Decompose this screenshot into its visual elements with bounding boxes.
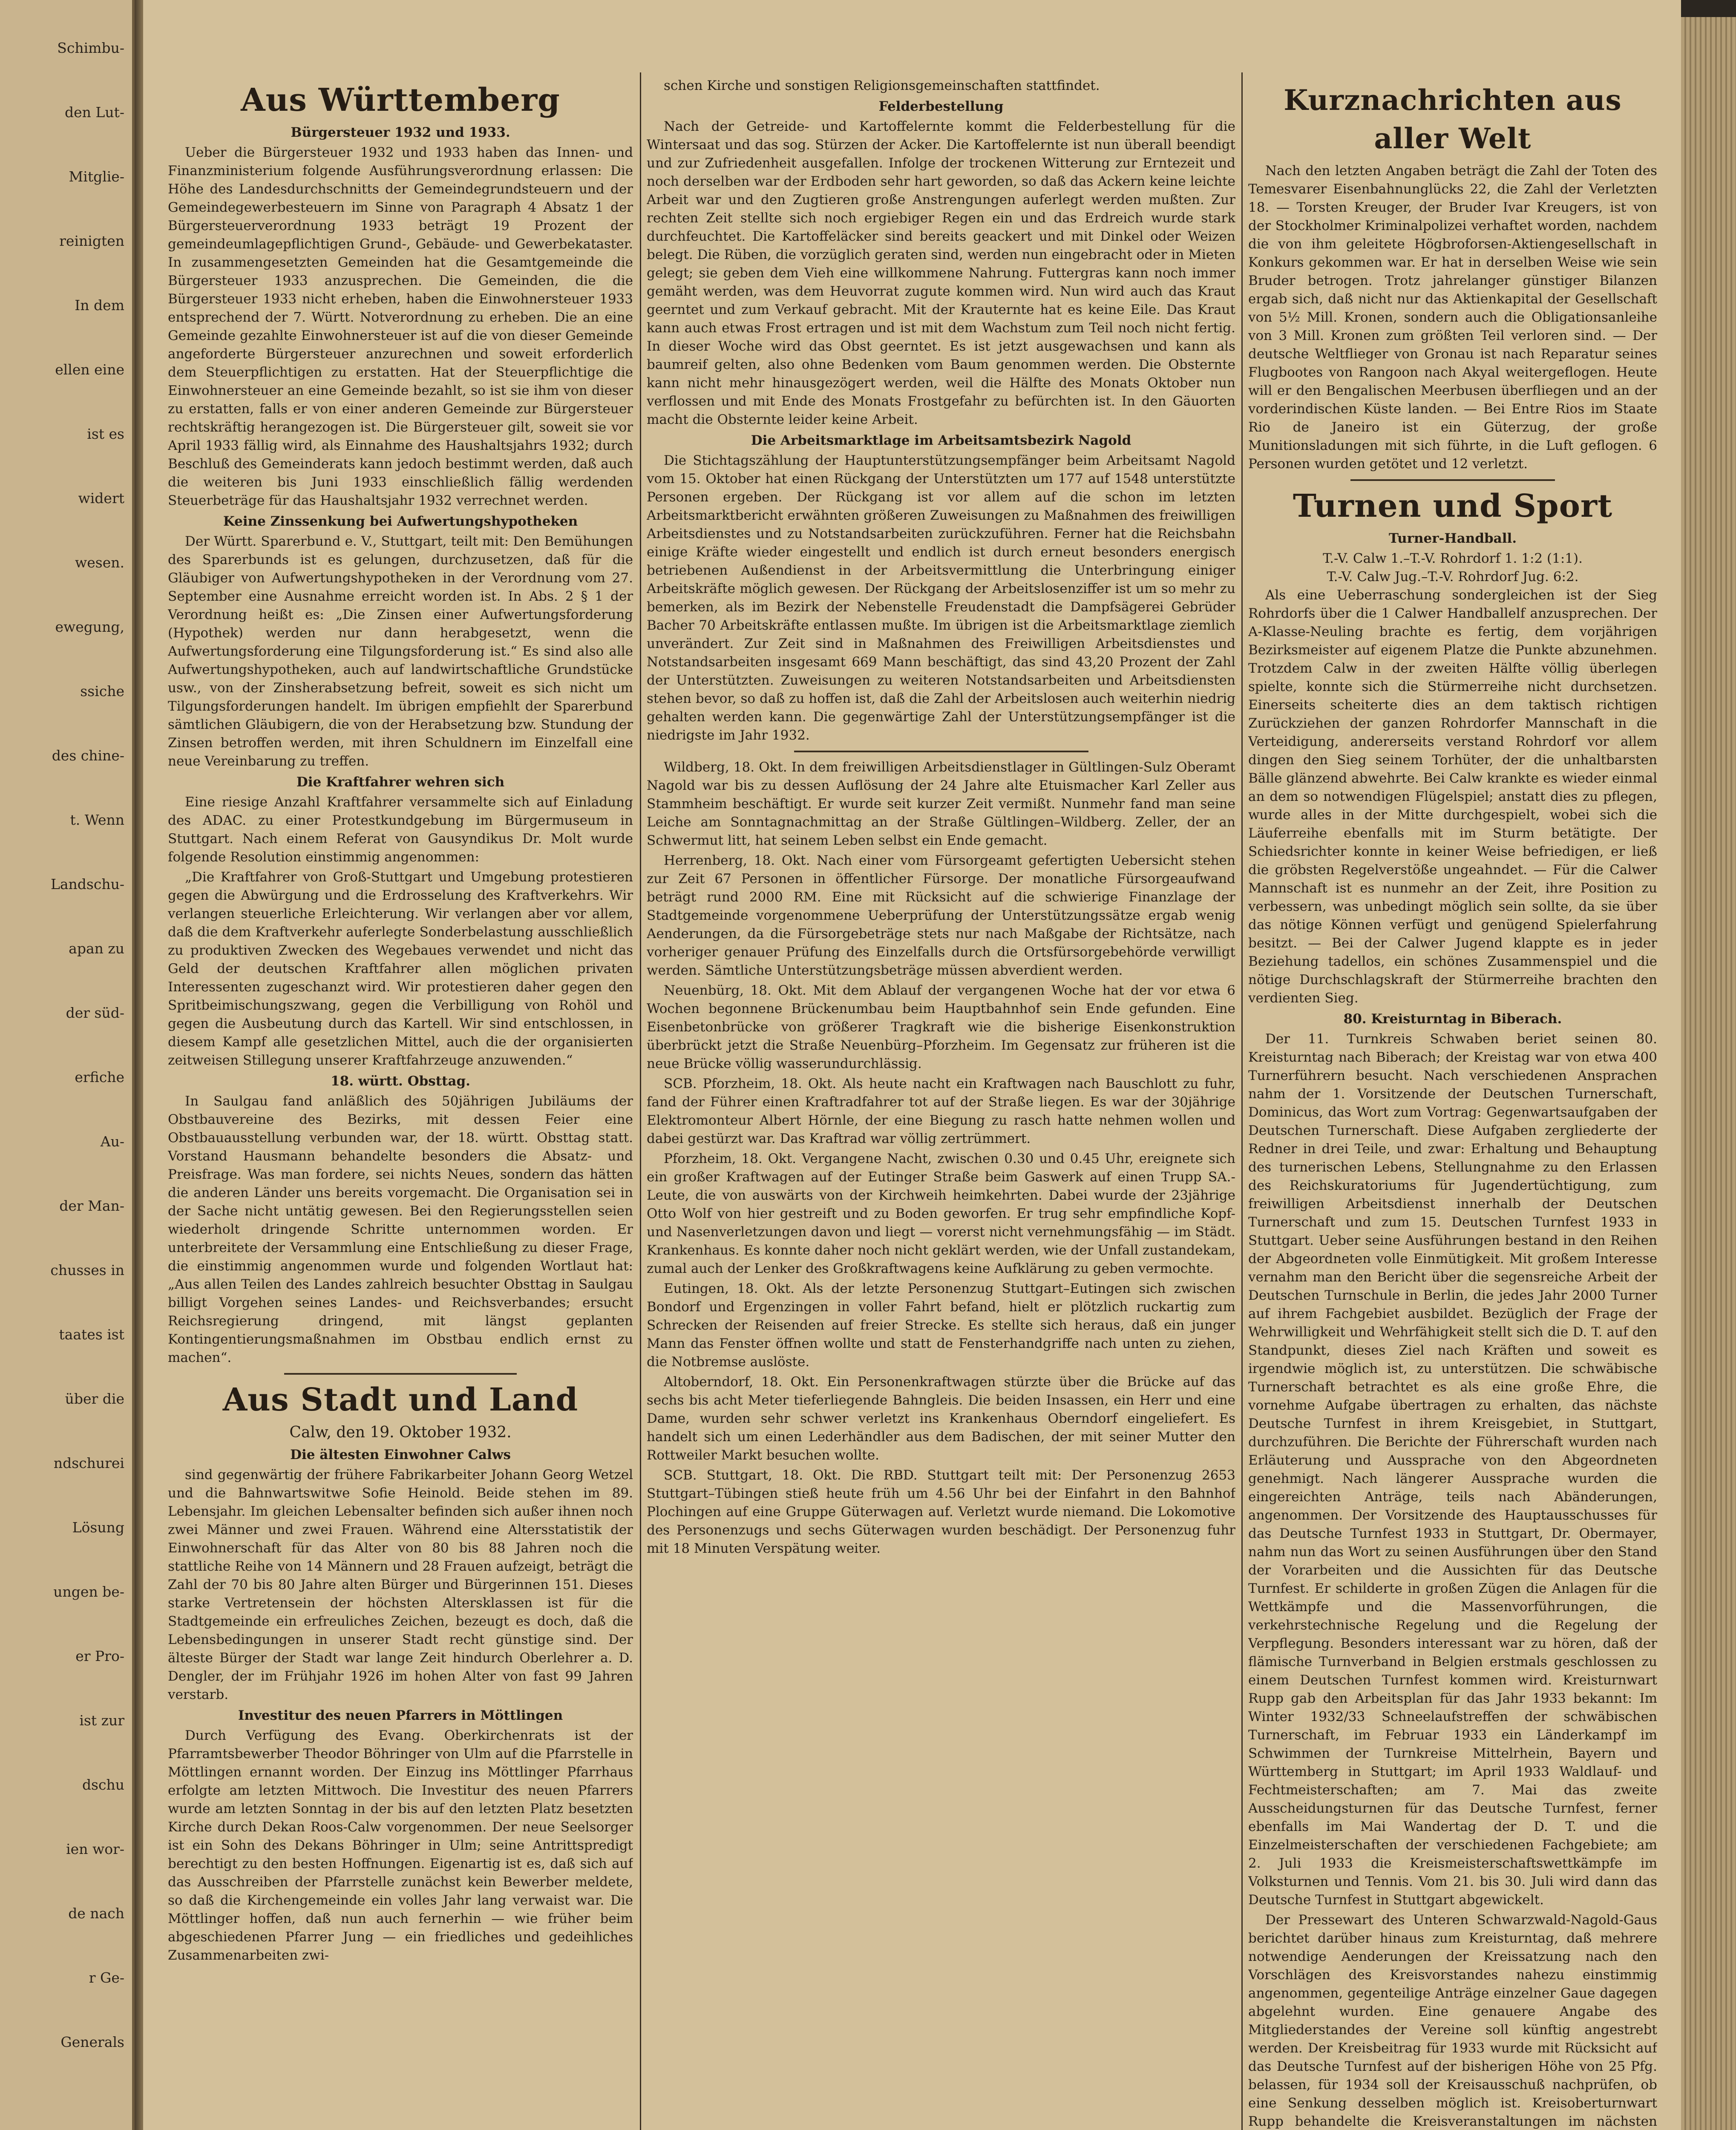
article-body <box>647 77 1235 95</box>
paragraph: Der 11. Turnkreis Schwaben beriet seinen 80. Kreisturntag nach Biberach; der Kreistag war von etwa 400 Turnerführern besucht. Nach verschiedenen Ansprachen nahm der 1. Vorsitzende der Deutschen Turnerschaft, Dominicus, das Wort zum Vortrag: Gegenwartsaufgaben der Deutschen Turnerschaft. Diese Aufgaben zergliederte der Redner in drei Teile, und zwar: Erhaltung und Behauptung des turnerischen Lebens, Stellungnahme zu den Erlassen des Reichskuratoriums für Jugendertüchtigung, zum freiwilligen Arbeitsdienst innerhalb der Deutschen Turnerschaft und zum 15. Deutschen Turnfest 1933 in Stuttgart. Ueber seine Ausführungen bestand in den Reihen der Abgeordneten volle Einmütigkeit. Mit großem Interesse vernahm man den Bericht über die segensreiche Arbeit der Deutschen Turnschule in Berlin, die jedes Jahr 2000 Turner auf ihrem Fachgebiet ausbildet. Bezüglich der Frage der Wehrwilligkeit und Wehrfähigkeit stellt sich die D. T. auf den Standpunkt, dieses Ziel nach Kräften und soweit es irgendwie möglich ist, zu unterstützen. Die schwäbische Turnerschaft betrachtet es als eine große Ehre, die vornehme Aufgabe übertragen zu erhalten, das nächste Deutsche Turnfest in ihrem Kreisgebiet, in Stuttgart, durchzuführen. Die Berichte der Führerschaft wurden nach Erläuterung und Aussprache von den Abgeordneten genehmigt. Nach längerer Aussprache wurden die eingereichten Anträge, teils nach Abänderungen, angenommen. Der Vorsitzende des Hauptausschusses für das Deutsche Turnfest 1933 in Stuttgart, Dr. Obermayer, nahm nun das Wort zu seinen Ausführungen über den Stand der Vorarbeiten und die Aussichten für das Deutsche Turnfest. Er schilderte in großen Zügen die Anlagen für die Wettkämpfe und die Massenvorführungen, die verkehrstechnische Regelung und die Regelung der Verpflegung. Besonders interessant war zu hören, daß der flämische Turnverband in Belgien erstmals geschlossen zu einem Deutschen Turnfest kommen wird. Kreisturnwart Rupp gab den Arbeitsplan für das Jahr 1933 bekannt: Im Winter 1932/33 Schneelaufstreffen der schwäbischen Turnerschaft, im Februar 1933 ein Länderkampf im Schwimmen der Turnkreise Mittelrhein, Bayern und Württemberg in Stuttgart; im April 1933 Waldlauf- und Fechtmeisterschaften; am 7. Mai das zweite Ausscheidungsturnen für das Deutsche Turnfest, ferner ebenfalls im Mai Wandertag der D. T. und die Einzelmeisterschaften der verschiedenen Fachgebiete; am 2. Juli 1933 die Kreismeisterschaftswettkämpfe im Volksturnen und Tennis. Vom 21. bis 30. Juli wird dann das Deutsche Turnfest in Stuttgart abgewickelt. <box>1248 1031 1657 1908</box>
article-body <box>168 144 633 510</box>
previous-page-fragment: ist es <box>87 426 124 442</box>
article-heading: Die Arbeitsmarktlage im Arbeitsamtsbezirk Nagold <box>751 433 1131 448</box>
previous-page-fragment: Au- <box>100 1133 124 1150</box>
section-title-wuerttemberg: Aus Württemberg <box>241 82 560 118</box>
article-body <box>168 532 633 771</box>
paragraph: Der Pressewart des Unteren Schwarzwald-Nagold-Gaus berichtet darüber hinaus zum Kreisturntag, daß mehrere notwendige Aenderungen der Kreissatzung nach den Vorschlägen des Kreisvorstandes nahezu einstimmig angenommen, gegenteilige Anträge einzelner Gaue dagegen abgelehnt wurden. Eine genauere Angabe des Mitgliederstandes der Vereine soll künftig angestrebt werden. Der Kreisbeitrag für 1933 wurde mit Rücksicht auf das Deutsche Turnfest auf der bisherigen Höhe von 25 Pfg. belassen, für 1934 soll der Kreisausschuß nachprüfen, ob eine Senkung desselben möglich ist. Kreisoberturnwart Rupp behandelte die Kreisveranstaltungen im nächsten <box>1248 1912 1657 2129</box>
previous-page-fragment: dschu <box>82 1776 124 1793</box>
previous-page-fragment: taates ist <box>59 1326 124 1343</box>
paragraph: SCB. Pforzheim, 18. Okt. Als heute nacht ein Kraftwagen nach Bauschlott zu fuhr, fand der Führer einen Kraftradfahrer tot auf der Straße liegen. Es war der 30jährige Elektromonteur Albert Hörnle, der eine Biegung zu rasch hatte nehmen wollen und dabei gestürzt war. Das Kraftrad war völlig zertrümmert. <box>647 1076 1235 1146</box>
column-3 <box>1248 77 1657 2130</box>
article-body <box>647 452 1235 745</box>
article-heading: Investitur des neuen Pfarrers in Möttlingen <box>238 1708 563 1723</box>
column-2 <box>647 77 1235 2130</box>
result-line: T.-V. Calw 1.–T.-V. Rohrdorf 1. 1:2 (1:1). <box>1323 551 1583 566</box>
previous-page-fragment: des chine- <box>52 747 124 764</box>
section-title-turnen-und-sport: Turnen und Sport <box>1293 488 1613 524</box>
article-heading: Keine Zinssenkung bei Aufwertungshypotheken <box>223 514 578 529</box>
paragraph: Eine riesige Anzahl Kraftfahrer versammelte sich auf Einladung des ADAC. zu einer Protestkundgebung im Bürgermuseum in Stuttgart. Nach einem Referat von Gausyndikus Dr. Molt wurde folgende Resolution einstimmig angenommen: <box>168 794 633 865</box>
article-body <box>1248 586 1657 1007</box>
paragraph: Nach den letzten Angaben beträgt die Zahl der Toten des Temesvarer Eisenbahnunglücks 22, die Zahl der Verletzten 18. — Torsten Kreuger, der Bruder Ivar Kreugers, ist von der Stockholmer Kriminalpolizei verhaftet worden, nachdem die von ihm geleitete Högbroforsen-Aktiengesellschaft in Konkurs gekommen war. Er hat in derselben Weise wie sein Bruder betrogen. Trotz jahrelanger günstiger Bilanzen ergab sich, daß nicht nur das Aktienkapital der Gesellschaft von 5½ Mill. Kronen, sondern auch die Obligationsanleihe von 3 Mill. Kronen zum größten Teil verloren sind. — Der deutsche Weltflieger von Gronau ist nach Reparatur seines Flugbootes von Rangoon nach Akyal weitergeflogen. Heute will er den Bengalischen Meerbusen überfliegen und an der vorderindischen Küste landen. — Bei Entre Rios im Staate Rio de Janeiro ist ein Güterzug, der große Munitionsladungen mit sich führte, in die Luft geflogen. 6 Personen wurden getötet und 12 verletzt. <box>1248 163 1657 472</box>
article-heading: Bürgersteuer 1932 und 1933. <box>291 125 510 140</box>
paragraph: Eutingen, 18. Okt. Als der letzte Personenzug Stuttgart–Eutingen sich zwischen Bondorf und Ergenzingen in voller Fahrt befand, hielt er plötzlich ruckartig zum Schrecken der Reisenden auf freier Strecke. Es stellte sich heraus, daß ein junger Mann das Fenster öffnen wollte und statt de Fensterhandgriffe nach unten zu ziehen, die Notbremse auslöste. <box>647 1281 1235 1370</box>
previous-page-fragment: ist zur <box>79 1712 124 1729</box>
previous-page-fragment: apan zu <box>69 940 124 957</box>
paragraph: Die Stichtagszählung der Hauptunterstützungsempfänger beim Arbeitsamt Nagold vom 15. Oktober hat einen Rückgang der Unterstützten um 177 auf 1548 unterstützte Personen ergeben. Der Rückgang ist vor allem auf die schon im letzten Arbeitsmarktbericht erwähnten größeren Zuweisungen zu Maßnahmen des freiwilligen Arbeitsdienstes und zu Notstandsarbeiten zurückzuführen. Ferner hat die Reichsbahn einige Kräfte wieder eingestellt und endlich ist durch erneut besonders energisch betriebenen Außendienst in der Arbeitsvermittlung die Unterbringung einiger Arbeitskräfte möglich gewesen. Der Rückgang der Arbeitslosenziffer ist um so mehr zu bemerken, als im Bezirk der Nebenstelle Freudenstadt die Dampfsägerei Gebrüder Bacher 70 Arbeitskräfte entlassen mußte. Im übrigen ist die Arbeitsmarktlage ziemlich unverändert. Zur Zeit sind in Maßnahmen des Freiwilligen Arbeitsdienstes und Notstandsarbeiten insgesamt 669 Mann beschäftigt, das sind 43,20 Prozent der Zahl der Unterstützten. Zuweisungen zu weiteren Notstandsarbeiten und Arbeitsdiensten stehen bevor, so daß zu hoffen ist, daß die Zahl der Arbeitslosen auch weiterhin niedrig gehalten werden kann. Die gegenwärtige Zahl der Unterstützungsempfänger ist die niedrigste im Jahr 1932. <box>647 453 1235 743</box>
article-heading: 18. württ. Obsttag. <box>331 1074 470 1089</box>
paragraph: Der Württ. Sparerbund e. V., Stuttgart, teilt mit: Den Bemühungen des Sparerbunds ist es gelungen, durchzusetzen, daß für die Gläubiger von Aufwertungshypotheken in der Verordnung vom 27. September eine Ausnahme erreicht worden ist. In Abs. 2 § 1 der Verordnung heißt es: „Die Zinsen einer Aufwertungsforderung (Hypothek) werden nur dann herabgesetzt, wenn die Aufwertungsforderung eine Tilgungsforderung ist.“ Es sind also alle Aufwertungshypotheken, auch auf landwirtschaftliche Grundstücke usw., von der Zinsherabsetzung befreit, soweit es sich nicht um Tilgungsforderungen handelt. Im übrigen empfiehlt der Sparerbund sämtlichen Gläubigern, die von der Herabsetzung bzw. Stundung der Zinsen betroffen werden, mit ihren Schuldnern im Einzelfall eine neue Vereinbarung zu treffen. <box>168 534 633 769</box>
paragraph: „Die Kraftfahrer von Groß-Stuttgart und Umgebung protestieren gegen die Abwürgung und die Erdrosselung des Kraftverkehrs. Wir verlangen steuerliche Erleichterung. Wir verlangen aber vor allem, daß die dem Kraftverkehr auferlegte Sonderbelastung ausschließlich zu produktiven Zwecken des Wegebaues verwendet und nicht das Geld der deutschen Kraftfahrer allen möglichen privaten Interessenten zugeschanzt wird. Wir protestieren daher gegen den Spritbeimischungszwang, gegen die Verbilligung von Rohöl und gegen die Ausbeutung durch das Kartell. Wir sind entschlossen, in diesem Kampf alle gesetzlichen Mittel, auch die der organisierten zeitweisen Stillegung unserer Kraftfahrzeuge anzuwenden.“ <box>168 869 633 1068</box>
previous-page-fragment: r Ge- <box>89 1969 124 1986</box>
previous-page-fragment: reinigten <box>59 233 124 249</box>
article-body <box>168 1727 633 1965</box>
paragraph: sind gegenwärtig der frühere Fabrikarbeiter Johann Georg Wetzel und die Bahnwartswitwe Sofie Heinold. Beide stehen im 89. Lebensjahr. Im gleichen Lebensalter befinden sich außer ihnen noch zwei Männer und zwei Frauen. Während eine Altersstatistik der Einwohnerschaft für das Alter von 80 bis 88 Jahren noch die stattliche Reihe von 14 Männern und 28 Frauen aufzeigt, beträgt die Zahl der 70 bis 80 Jahre alten Bürger und Bürgerinnen 151. Dieses starke Vertretensein der höchsten Altersklassen ist für die Stadtgemeinde ein erfreuliches Zeichen, bezeugt es doch, daß die Lebensbedingungen in unserer Stadt recht günstige sind. Der älteste Bürger der Stadt war lange Zeit hindurch Oberlehrer a. D. Dengler, der im Frühjahr 1926 im hohen Alter von fast 99 Jahren verstarb. <box>168 1467 633 1702</box>
previous-page-edge <box>0 0 135 2130</box>
previous-page-fragment: den Lut- <box>65 104 124 121</box>
paragraph: Durch Verfügung des Evang. Oberkirchenrats ist der Pfarramtsbewerber Theodor Böhringer von Ulm auf die Pfarrstelle in Möttlingen ernannt worden. Der Einzug ins Möttlinger Pfarrhaus erfolgte am letzten Mittwoch. Die Investitur des neuen Pfarrers wurde am letzten Sonntag in der bis auf den letzten Platz besetzten Kirche durch Dekan Roos-Calw vorgenommen. Der neue Seelsorger ist ein Sohn des Dekans Böhringer in Ulm; seine Antrittspredigt berechtigt zu den besten Hoffnungen. Eigenartig ist es, daß sich auf das Ausschreiben der Pfarrstelle zunächst kein Bewerber meldete, so daß die Kirchengemeinde ein volles Jahr lang verwaist war. Die Möttlinger hoffen, daß nun auch fernerhin — wie früher beim abgeschiedenen Pfarrer Jung — ein friedliches und gedeihliches Zusammenarbeiten zwi- <box>168 1728 633 1963</box>
column-rule <box>640 72 641 2130</box>
article-body <box>168 1466 633 1704</box>
divider <box>284 1373 517 1375</box>
previous-page-fragment: ien wor- <box>66 1841 124 1857</box>
article-heading: Felderbestellung <box>878 99 1004 114</box>
paragraph: Als eine Ueberraschung sondergleichen ist der Sieg Rohrdorfs über die 1 Calwer Handballelf anzusprechen. Der A-Klasse-Neuling brachte es fertig, dem vorjährigen Bezirksmeister auf eigenem Platze die Punkte abzunehmen. Trotzdem Calw in der zweiten Hälfte völlig überlegen spielte, konnte sich die Stürmerreihe nicht durchsetzen. Einerseits scheiterte dies an dem taktisch richtigen Zurückziehen der ganzen Rohrdorfer Mannschaft in die Verteidigung, andererseits verstand Rohrdorf vor allem dingen den Sieg seinem Torhüter, der die unhaltbarsten Bälle glänzend abwehrte. Bei Calw krankte es wieder einmal an dem so notwendigen Flügelspiel; anstatt dies zu pflegen, wurde alles in der Mitte durchgespielt, wobei sich die Läuferreihe ebenfalls mit im Sturm betätigte. Der Schiedsrichter konnte in keiner Weise befriedigen, er ließ die gröbsten Regelverstöße ungeahndet. — Für die Calwer Mannschaft ist es nunmehr an der Zeit, ihre Position zu verbessern, was unbedingt möglich sein sollte, da sie über das nötige Können verfügt und genügend Spielerfahrung besitzt. — Bei der Calwer Jugend klappte es in jeder Beziehung tadellos, ein schönes Zusammenspiel und die nötige Durchschlagskraft der Stürmerreihe brachten den verdienten Sieg. <box>1248 587 1657 1006</box>
dateline: Calw, den 19. Oktober 1932. <box>289 1424 512 1441</box>
paragraph: In Saulgau fand anläßlich des 50jährigen Jubiläums der Obstbauvereine des Bezirks, mit dessen Feier eine Obstbauausstellung verbunden war, der 18. württ. Obsttag statt. Vorstand Hausmann behandelte besonders die Absatz- und Preisfrage. Was man fordere, sei nichts Neues, sondern das hätten die anderen Länder uns bereits vorgemacht. Die Organisation sei in der Sache nicht untätig gewesen. Bei den Regierungsstellen seien wiederholt dringende Schritte unternommen worden. Er unterbreitete der Versammlung eine Entschließung zu dieser Frage, die einstimmig angenommen wurde und folgenden Wortlaut hat: „Aus allen Teilen des Landes zahlreich besuchter Obsttag in Saulgau billigt Vorgehen seines Landes- und Reichsverbandes; ersucht Reichsregierung dringend, mit längst geplanten Kontingentierungsmaßnahmen im Obstbau endlich ernst zu machen“. <box>168 1094 633 1365</box>
divider <box>1350 479 1555 481</box>
article-body <box>647 118 1235 429</box>
result-line: T.-V. Calw Jug.–T.-V. Rohrdorf Jug. 6:2. <box>1327 569 1579 584</box>
column-1 <box>168 77 633 2130</box>
previous-page-fragment: der süd- <box>66 1005 124 1021</box>
previous-page-fragment: ungen be- <box>53 1583 124 1600</box>
divider <box>794 751 1088 752</box>
book-gutter <box>135 0 143 2130</box>
article-body <box>168 1092 633 1367</box>
previous-page-fragment: er Pro- <box>75 1648 124 1664</box>
newspaper-page <box>143 0 1681 2130</box>
paragraph: Nach der Getreide- und Kartoffelernte kommt die Felderbestellung für die Wintersaat und das sog. Stürzen der Acker. Die Kartoffelernte ist nun überall beendigt und zur Zufriedenheit ausgefallen. Infolge der trockenen Witterung zur Erntezeit und noch derselben war der Erdboden sehr hart geworden, so daß das Ackern keine leichte Arbeit war und den Zugtieren große Anstrengungen auferlegt werden mußten. Zur rechten Zeit stellte sich noch ergiebiger Regen ein und das Erdreich wurde stark durchfeuchtet. Die Kartoffeläcker sind bereits geackert und mit Dinkel oder Weizen belegt. Die Rüben, die vorzüglich geraten sind, werden nun eingebracht oder in Mieten gelegt; sie geben dem Vieh eine willkommene Nahrung. Futtergras kann noch immer gemäht werden, was dem Heuvorrat zugute kommen wird. Nun wird auch das Kraut geerntet und zum Verkauf gebracht. Mit der Krauternte hat es keine Eile. Das Kraut kann auch etwas Frost ertragen und ist mit dem Wachstum zum Teil noch nicht fertig. In dieser Woche wird das Obst geerntet. Es ist jetzt ausgewachsen und kann als baumreif gelten, also ohne Bedenken vom Baum genommen werden. Die Obsternte kann nicht mehr hinausgezögert werden, weil die Hälfte des Monats Oktober nun verflossen und mit Ende des Monats Frostgefahr zu befürchten ist. In den Gäuorten macht die Obsternte leider keine Arbeit. <box>647 119 1235 427</box>
section-title-kurznachrichten: Kurznachrichten aus aller Welt <box>1284 83 1622 155</box>
previous-page-fragment: chusses in <box>50 1262 124 1278</box>
local-news <box>647 758 1235 1558</box>
previous-page-fragment: t. Wenn <box>70 812 124 828</box>
article-body <box>1248 162 1657 473</box>
article-body <box>168 793 633 1070</box>
previous-page-fragment: ellen eine <box>55 361 124 378</box>
paragraph: Wildberg, 18. Okt. In dem freiwilligen Arbeitsdienstlager in Gültlingen-Sulz Oberamt Nagold war bis zu dessen Auflösung der 24 Jahre alte Etuismacher Karl Zeller aus Stammheim beschäftigt. Er wurde seit kurzer Zeit vermißt. Nunmehr fand man seine Leiche am Sonntagnachmittag an der Straße Gültlingen–Wildberg. Zeller, der an Schwermut litt, hat seinem Leben selbst ein Ende gemacht. <box>647 760 1235 848</box>
paragraph: schen Kirche und sonstigen Religionsgemeinschaften stattfindet. <box>664 78 1100 93</box>
article-heading: 80. Kreisturntag in Biberach. <box>1343 1011 1562 1027</box>
previous-page-fragment: Mitglie- <box>69 168 124 185</box>
match-results <box>1248 550 1657 586</box>
previous-page-fragment: Lösung <box>72 1519 124 1536</box>
article-heading: Turner-Handball. <box>1388 531 1517 546</box>
previous-page-fragment: Landschu- <box>50 876 124 892</box>
previous-page-fragment: widert <box>78 490 124 507</box>
paragraph: Neuenbürg, 18. Okt. Mit dem Ablauf der vergangenen Woche hat der vor etwa 6 Wochen begonnene Brückenumbau beim Hauptbahnhof sein Ende gefunden. Eine Eisenbetonbrücke von größerer Tragkraft wie die bisherige Eisenkonstruktion überbrückt jetzt die Straße Neuenbürg–Pforzheim. Im Gegensatz zur früheren ist die neue Brücke völlig wasserundurchlässig. <box>647 983 1235 1071</box>
previous-page-fragment: wesen. <box>75 554 124 571</box>
previous-page-fragment: de nach <box>68 1905 124 1922</box>
article-heading: Die Kraftfahrer wehren sich <box>296 774 505 790</box>
article-body <box>1248 1030 1657 2130</box>
paragraph: Herrenberg, 18. Okt. Nach einer vom Fürsorgeamt gefertigten Uebersicht stehen zur Zeit 67 Personen in öffentlicher Fürsorge. Der monatliche Fürsorgeaufwand beträgt rund 2000 RM. Eine mit Rücksicht auf die schwierige Finanzlage der Stadtgemeinde vorgenommene Ueberprüfung der Unterstützungssätze ergab wenig Aenderungen, da die Fürsorgebeträge stets nur nach Maßgabe der Richtsätze, nach vorheriger genauer Prüfung des Einzelfalls durch die Ortsfürsorgebehörde verwilligt werden. Sämtliche Unterstützungsbeträge müssen abverdient werden. <box>647 853 1235 978</box>
stacked-page-edges <box>1681 17 1736 2130</box>
section-title-stadt-und-land: Aus Stadt und Land <box>222 1382 579 1418</box>
previous-page-fragment: erfiche <box>75 1069 124 1085</box>
paragraph: Pforzheim, 18. Okt. Vergangene Nacht, zwischen 0.30 und 0.45 Uhr, ereignete sich ein großer Kraftwagen auf der Eutinger Straße beim Gaswerk auf einen Trupp SA.-Leute, die von auswärts von der Kirchweih heimkehrten. Dabei wurde der 23jährige Otto Wolf von hier gestreift und zu Boden geworfen. Er trug sehr empfindliche Kopf- und Nasenverletzungen davon und liegt — vorerst nicht vernehmungsfähig — im Städt. Krankenhaus. Es konnte daher noch nicht geklärt werden, wie der Unfall zustandekam, zumal auch der Lenker des Großkraftwagens keine Aufklärung zu geben vermochte. <box>647 1151 1235 1276</box>
previous-page-fragment: Schimbu- <box>57 40 124 56</box>
paragraph: SCB. Stuttgart, 18. Okt. Die RBD. Stuttgart teilt mit: Der Personenzug 2653 Stuttgart–Tübingen stieß heute früh um 4.56 Uhr bei der Einfahrt in den Bahnhof Plochingen auf eine Gruppe Güterwagen auf. Verletzt wurde niemand. Die Lokomotive des Personenzugs und sechs Güterwagen wurden beschädigt. Der Personenzug fuhr mit 18 Minuten Verspätung weiter. <box>647 1468 1235 1556</box>
previous-page-fragment: ewegung, <box>55 619 124 635</box>
previous-page-fragment: der Man- <box>59 1197 124 1214</box>
previous-page-fragment: über die <box>65 1390 124 1407</box>
previous-page-fragment: Generals <box>60 2034 124 2050</box>
previous-page-fragment: ssiche <box>80 683 124 699</box>
previous-page-fragment: In dem <box>75 297 124 314</box>
paragraph: Ueber die Bürgersteuer 1932 und 1933 haben das Innen- und Finanzministerium folgende Ausführungsverordnung erlassen: Die Höhe des Landesdurchschnitts der Gemeindegrundsteuern und der Gemeindegewerbesteuern im Sinne von Paragraph 4 Absatz 1 der Bürgersteuerverordnung 1933 beträgt 19 Prozent der gemeindeumlagepflichtigen Grund-, Gebäude- und Gewerbekataster. In zusammengesetzten Gemeinden hat die Gesamtgemeinde die Bürgersteuer 1933 anzusprechen. Die Gemeinden, die die Bürgersteuer 1933 nicht erheben, haben die Einwohnersteuer 1933 entsprechend der 7. Württ. Notverordnung zu erheben. Die an eine Gemeinde gezahlte Einwohnersteuer ist auf die von dieser Gemeinde angeforderte Bürgersteuer anzurechnen und soweit erforderlich dem Steuerpflichtigen zu erstatten. Hat der Steuerpflichtige die Einwohnersteuer an eine Gemeinde bezahlt, so ist sie ihm von dieser zu erstatten, falls er von einer anderen Gemeinde zur Bürgersteuer rechtskräftig herangezogen ist. Die Bürgersteuer gilt, soweit sie vor April 1933 fällig wird, als Einnahme des Haushaltsjahrs 1932; durch Beschluß des Gemeinderats kann jedoch bestimmt werden, daß auch die weiteren bis Juni 1933 einschließlich fällig werdenden Steuerbeträge für das Haushaltsjahr 1932 verrechnet werden. <box>168 145 633 508</box>
previous-page-fragment: ndschurei <box>53 1455 124 1471</box>
previous-page-text <box>0 0 132 2097</box>
article-heading: Die ältesten Einwohner Calws <box>290 1447 511 1462</box>
column-rule <box>1241 72 1243 2130</box>
paragraph: Altoberndorf, 18. Okt. Ein Personenkraftwagen stürzte über die Brücke auf das sechs bis acht Meter tieferliegende Bahngleis. Die beiden Insassen, ein Herr und eine Dame, wurden sehr schwer verletzt ins Krankenhaus Oberndorf eingeliefert. Es handelt sich um einen Lederhändler aus dem Badischen, der mit seiner Mutter den Rottweiler Markt besuchen wollte. <box>647 1374 1235 1463</box>
